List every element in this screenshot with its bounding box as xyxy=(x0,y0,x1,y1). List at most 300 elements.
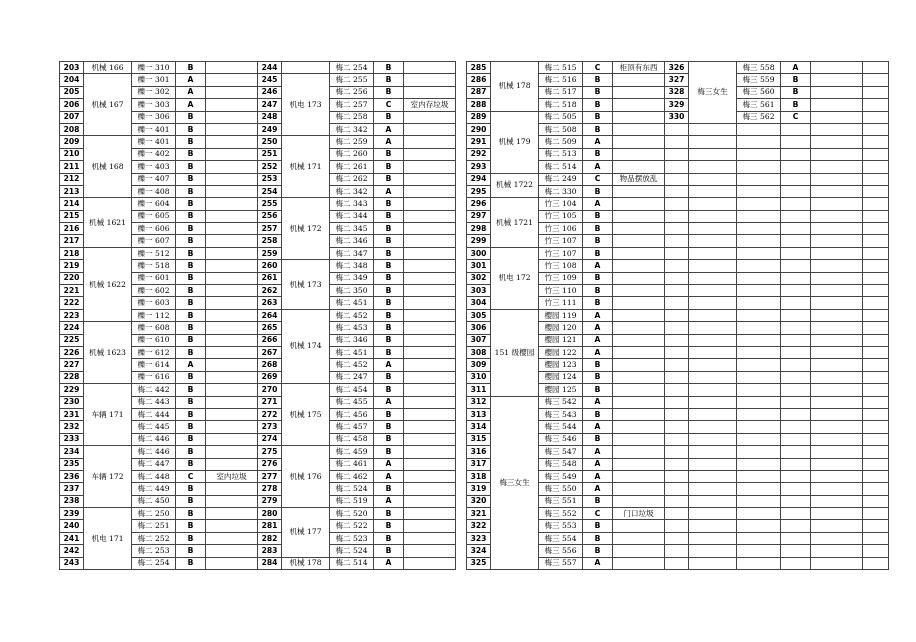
right-a-room: 梅三 551 xyxy=(539,495,583,507)
right-b-empty-cell xyxy=(689,396,737,408)
right-a-class-group: 机械 178 xyxy=(491,62,539,112)
left-a-row-number: 229 xyxy=(60,384,84,396)
left-b-room: 梅二 257 xyxy=(330,99,374,111)
left-a-grade: B xyxy=(176,148,206,160)
left-a-grade: B xyxy=(176,545,206,557)
right-b-empty-cell xyxy=(689,446,737,458)
left-b-row-number: 283 xyxy=(258,545,282,557)
right-a-grade: A xyxy=(583,470,613,482)
left-b-note xyxy=(404,433,456,445)
right-b-empty-cell xyxy=(737,309,781,321)
left-b-grade: A xyxy=(374,557,404,569)
right-b-row-number: 328 xyxy=(665,86,689,98)
left-a-row-number: 210 xyxy=(60,148,84,160)
right-b-empty-cell xyxy=(737,458,781,470)
left-b-note xyxy=(404,297,456,309)
right-a-note xyxy=(613,272,665,284)
left-b-class-group: 机电 173 xyxy=(282,74,330,136)
right-a-note xyxy=(613,99,665,111)
left-a-note xyxy=(206,359,258,371)
left-b-room: 梅二 343 xyxy=(330,198,374,210)
right-b-empty-cell xyxy=(863,446,889,458)
right-b-empty-cell xyxy=(665,483,689,495)
right-a-grade: A xyxy=(583,346,613,358)
left-b-room: 梅二 342 xyxy=(330,185,374,197)
right-b-empty-cell xyxy=(811,421,863,433)
left-b-row-number: 277 xyxy=(258,470,282,482)
left-a-row-number: 241 xyxy=(60,532,84,544)
left-a-room: 梅二 250 xyxy=(132,508,176,520)
right-a-room: 梅二 516 xyxy=(539,74,583,86)
right-a-row-number: 307 xyxy=(467,334,491,346)
right-b-empty-cell xyxy=(665,322,689,334)
left-a-note xyxy=(206,86,258,98)
right-b-empty-cell xyxy=(737,545,781,557)
left-b-note xyxy=(404,247,456,259)
left-b-room: 梅二 344 xyxy=(330,210,374,222)
left-a-room: 梅二 446 xyxy=(132,433,176,445)
right-b-empty-cell xyxy=(665,421,689,433)
right-b-empty-cell xyxy=(689,309,737,321)
right-b-empty-cell xyxy=(863,260,889,272)
left-b-grade: B xyxy=(374,297,404,309)
left-b-room: 梅二 452 xyxy=(330,359,374,371)
right-a-room: 梅二 330 xyxy=(539,185,583,197)
right-b-empty-cell xyxy=(737,297,781,309)
right-a-row-number: 317 xyxy=(467,458,491,470)
right-a-room: 梅三 542 xyxy=(539,396,583,408)
left-b-grade: C xyxy=(374,99,404,111)
left-b-row-number: 274 xyxy=(258,433,282,445)
right-b-empty-cell xyxy=(781,446,811,458)
right-b-empty-cell xyxy=(689,408,737,420)
right-a-grade: A xyxy=(583,396,613,408)
right-b-empty-cell xyxy=(863,520,889,532)
left-a-class-group: 机电 171 xyxy=(84,508,132,570)
table-row xyxy=(467,198,889,210)
left-a-note xyxy=(206,161,258,173)
right-b-empty-cell xyxy=(737,371,781,383)
right-b-empty-cell xyxy=(863,223,889,235)
left-a-room: 櫟一 601 xyxy=(132,272,176,284)
left-a-room: 櫟一 303 xyxy=(132,99,176,111)
right-a-grade: B xyxy=(583,520,613,532)
right-a-room: 梅三 543 xyxy=(539,408,583,420)
right-b-empty-cell xyxy=(811,148,863,160)
left-b-room: 梅二 345 xyxy=(330,223,374,235)
table-row xyxy=(60,136,456,148)
right-a-note xyxy=(613,421,665,433)
left-a-note xyxy=(206,148,258,160)
left-a-row-number: 220 xyxy=(60,272,84,284)
left-b-class-group: 机械 175 xyxy=(282,384,330,446)
right-b-empty-cell xyxy=(863,334,889,346)
right-a-row-number: 286 xyxy=(467,74,491,86)
right-b-empty-cell xyxy=(689,123,737,135)
left-a-note xyxy=(206,223,258,235)
right-b-empty-cell xyxy=(781,247,811,259)
right-b-empty-cell xyxy=(689,334,737,346)
left-b-grade: B xyxy=(374,260,404,272)
left-a-row-number: 204 xyxy=(60,74,84,86)
right-b-empty-cell xyxy=(665,508,689,520)
right-b-empty-cell xyxy=(665,334,689,346)
left-b-row-number: 252 xyxy=(258,161,282,173)
left-b-row-number: 258 xyxy=(258,235,282,247)
left-a-row-number: 238 xyxy=(60,495,84,507)
left-b-row-number: 261 xyxy=(258,272,282,284)
left-b-row-number: 244 xyxy=(258,62,282,74)
right-b-row-number: 327 xyxy=(665,74,689,86)
left-b-row-number: 284 xyxy=(258,557,282,569)
right-a-room: 樱园 119 xyxy=(539,309,583,321)
left-b-grade: B xyxy=(374,421,404,433)
right-a-row-number: 312 xyxy=(467,396,491,408)
right-a-room: 竹三 111 xyxy=(539,297,583,309)
right-b-empty-cell xyxy=(781,470,811,482)
left-b-room: 梅二 455 xyxy=(330,396,374,408)
right-b-empty-cell xyxy=(863,371,889,383)
right-a-grade: B xyxy=(583,247,613,259)
left-b-row-number: 251 xyxy=(258,148,282,160)
right-a-room: 樱园 122 xyxy=(539,346,583,358)
left-b-grade: B xyxy=(374,483,404,495)
left-a-room: 梅二 446 xyxy=(132,446,176,458)
left-b-row-number: 265 xyxy=(258,322,282,334)
left-a-note xyxy=(206,309,258,321)
right-b-empty-cell xyxy=(811,359,863,371)
left-b-room: 梅二 348 xyxy=(330,260,374,272)
right-b-empty-cell xyxy=(863,285,889,297)
right-a-grade: B xyxy=(583,408,613,420)
left-b-row-number: 272 xyxy=(258,408,282,420)
right-b-empty-cell xyxy=(665,495,689,507)
right-b-empty-cell xyxy=(689,173,737,185)
left-b-row-number: 270 xyxy=(258,384,282,396)
left-b-note xyxy=(404,446,456,458)
left-b-note xyxy=(404,235,456,247)
left-a-grade: B xyxy=(176,458,206,470)
left-a-room: 梅二 251 xyxy=(132,520,176,532)
right-b-empty-cell xyxy=(863,532,889,544)
left-a-grade: B xyxy=(176,161,206,173)
left-b-room: 梅二 453 xyxy=(330,322,374,334)
right-a-room: 梅三 552 xyxy=(539,508,583,520)
left-b-grade: B xyxy=(374,198,404,210)
left-a-row-number: 231 xyxy=(60,408,84,420)
left-b-note xyxy=(404,458,456,470)
left-a-room: 櫟一 608 xyxy=(132,322,176,334)
right-b-empty-cell xyxy=(863,111,889,123)
left-a-row-number: 236 xyxy=(60,470,84,482)
right-b-empty-cell xyxy=(811,346,863,358)
left-a-room: 櫟一 610 xyxy=(132,334,176,346)
right-a-room: 梅三 549 xyxy=(539,470,583,482)
left-b-note xyxy=(404,508,456,520)
left-a-row-number: 212 xyxy=(60,173,84,185)
right-b-empty-cell xyxy=(665,210,689,222)
left-b-grade: B xyxy=(374,210,404,222)
right-a-note xyxy=(613,161,665,173)
left-a-note xyxy=(206,433,258,445)
right-b-empty-cell xyxy=(811,458,863,470)
left-b-grade: A xyxy=(374,359,404,371)
left-a-grade: B xyxy=(176,334,206,346)
left-a-room: 梅二 443 xyxy=(132,396,176,408)
left-b-note xyxy=(404,470,456,482)
right-b-empty-cell xyxy=(811,545,863,557)
right-b-empty-cell xyxy=(689,371,737,383)
left-b-row-number: 247 xyxy=(258,99,282,111)
left-b-room: 梅二 524 xyxy=(330,545,374,557)
right-a-grade: B xyxy=(583,545,613,557)
right-b-empty-cell xyxy=(665,532,689,544)
right-b-empty-cell xyxy=(811,322,863,334)
left-b-grade: B xyxy=(374,111,404,123)
left-a-grade: B xyxy=(176,396,206,408)
left-b-note xyxy=(404,272,456,284)
right-a-note xyxy=(613,396,665,408)
left-a-note xyxy=(206,198,258,210)
right-b-empty-cell xyxy=(781,223,811,235)
left-b-note xyxy=(404,285,456,297)
left-b-room: 梅二 262 xyxy=(330,173,374,185)
right-b-empty-cell xyxy=(665,433,689,445)
right-a-grade: B xyxy=(583,433,613,445)
left-a-row-number: 230 xyxy=(60,396,84,408)
right-b-empty-cell xyxy=(737,396,781,408)
left-b-grade: B xyxy=(374,74,404,86)
right-a-row-number: 299 xyxy=(467,235,491,247)
left-a-note xyxy=(206,123,258,135)
right-a-room: 樱园 120 xyxy=(539,322,583,334)
right-a-note: 物品摆放乱 xyxy=(613,173,665,185)
right-a-row-number: 294 xyxy=(467,173,491,185)
right-a-room: 樱园 125 xyxy=(539,384,583,396)
left-b-row-number: 245 xyxy=(258,74,282,86)
left-a-grade: B xyxy=(176,433,206,445)
right-a-note xyxy=(613,297,665,309)
left-b-row-number: 259 xyxy=(258,247,282,259)
right-b-empty-cell xyxy=(781,508,811,520)
left-a-note xyxy=(206,384,258,396)
left-b-row-number: 267 xyxy=(258,346,282,358)
right-b-empty-cell xyxy=(781,520,811,532)
left-a-row-number: 217 xyxy=(60,235,84,247)
left-b-room: 梅二 522 xyxy=(330,520,374,532)
left-b-note xyxy=(404,384,456,396)
right-b-empty-cell xyxy=(665,396,689,408)
right-b-empty-cell xyxy=(781,210,811,222)
left-a-grade: B xyxy=(176,235,206,247)
table-row xyxy=(60,322,456,334)
right-a-grade: B xyxy=(583,86,613,98)
right-a-class-group: 机械 1721 xyxy=(491,198,539,248)
left-a-row-number: 243 xyxy=(60,557,84,569)
left-a-room: 梅二 448 xyxy=(132,470,176,482)
right-b-empty-cell xyxy=(863,359,889,371)
right-b-empty-cell xyxy=(863,557,889,569)
left-a-grade: B xyxy=(176,446,206,458)
right-b-empty-cell xyxy=(863,433,889,445)
right-b-empty-cell xyxy=(737,470,781,482)
right-a-class-group: 151 级樱园 xyxy=(491,309,539,396)
right-b-empty-cell xyxy=(665,272,689,284)
left-a-note xyxy=(206,483,258,495)
right-a-note xyxy=(613,458,665,470)
right-b-empty-cell xyxy=(811,470,863,482)
right-b-empty-cell xyxy=(665,470,689,482)
right-b-empty-cell xyxy=(737,185,781,197)
right-a-row-number: 320 xyxy=(467,495,491,507)
left-a-row-number: 233 xyxy=(60,433,84,445)
left-b-row-number: 271 xyxy=(258,396,282,408)
right-b-row-number: 326 xyxy=(665,62,689,74)
right-b-empty-cell xyxy=(863,62,889,74)
left-b-row-number: 257 xyxy=(258,223,282,235)
left-b-room: 梅二 347 xyxy=(330,247,374,259)
left-a-room: 櫟一 310 xyxy=(132,62,176,74)
right-a-room: 梅二 249 xyxy=(539,173,583,185)
left-a-row-number: 228 xyxy=(60,371,84,383)
right-a-row-number: 321 xyxy=(467,508,491,520)
right-b-empty-cell xyxy=(811,297,863,309)
right-a-grade: B xyxy=(583,532,613,544)
left-b-room: 梅二 523 xyxy=(330,532,374,544)
right-b-empty-cell xyxy=(863,74,889,86)
right-a-class-group: 机械 1722 xyxy=(491,173,539,198)
left-a-row-number: 242 xyxy=(60,545,84,557)
right-a-room: 竹三 104 xyxy=(539,198,583,210)
right-b-empty-cell xyxy=(811,557,863,569)
right-b-empty-cell xyxy=(781,483,811,495)
right-a-note xyxy=(613,260,665,272)
left-b-grade: B xyxy=(374,235,404,247)
left-a-row-number: 224 xyxy=(60,322,84,334)
left-b-row-number: 273 xyxy=(258,421,282,433)
right-a-note xyxy=(613,359,665,371)
right-a-row-number: 288 xyxy=(467,99,491,111)
right-b-empty-cell xyxy=(737,322,781,334)
left-a-row-number: 211 xyxy=(60,161,84,173)
table-row xyxy=(467,247,889,259)
left-b-grade: A xyxy=(374,470,404,482)
left-a-grade: B xyxy=(176,309,206,321)
right-b-empty-cell xyxy=(781,396,811,408)
right-a-row-number: 301 xyxy=(467,260,491,272)
left-a-row-number: 215 xyxy=(60,210,84,222)
right-a-grade: B xyxy=(583,185,613,197)
right-a-room: 梅二 514 xyxy=(539,161,583,173)
right-b-empty-cell xyxy=(863,198,889,210)
left-b-class-group: 机械 173 xyxy=(282,260,330,310)
left-a-note xyxy=(206,408,258,420)
left-a-grade: B xyxy=(176,285,206,297)
left-a-row-number: 234 xyxy=(60,446,84,458)
left-b-room: 梅二 456 xyxy=(330,408,374,420)
right-b-empty-cell xyxy=(811,185,863,197)
right-a-grade: B xyxy=(583,495,613,507)
left-b-grade: B xyxy=(374,285,404,297)
right-b-empty-cell xyxy=(781,359,811,371)
right-a-grade: B xyxy=(583,297,613,309)
right-a-room: 梅二 513 xyxy=(539,148,583,160)
left-a-room: 櫟一 401 xyxy=(132,136,176,148)
left-b-grade: B xyxy=(374,223,404,235)
right-a-room: 竹三 110 xyxy=(539,285,583,297)
left-a-note xyxy=(206,272,258,284)
left-a-room: 櫟一 402 xyxy=(132,148,176,160)
right-a-grade: A xyxy=(583,260,613,272)
left-a-room: 梅二 449 xyxy=(132,483,176,495)
right-b-empty-cell xyxy=(811,495,863,507)
left-b-room: 梅二 260 xyxy=(330,148,374,160)
right-b-empty-cell xyxy=(665,223,689,235)
left-b-row-number: 264 xyxy=(258,309,282,321)
left-a-grade: A xyxy=(176,99,206,111)
right-b-empty-cell xyxy=(811,285,863,297)
right-b-empty-cell xyxy=(863,148,889,160)
left-a-note xyxy=(206,520,258,532)
right-a-note xyxy=(613,384,665,396)
left-a-room: 櫟一 301 xyxy=(132,74,176,86)
left-b-class-group: 机械 171 xyxy=(282,136,330,198)
left-a-row-number: 213 xyxy=(60,185,84,197)
right-a-class-group: 机械 179 xyxy=(491,111,539,173)
right-b-room: 梅三 559 xyxy=(737,74,781,86)
right-b-empty-cell xyxy=(689,148,737,160)
left-b-room: 梅二 346 xyxy=(330,235,374,247)
right-b-empty-cell xyxy=(665,148,689,160)
left-a-class-group: 机械 167 xyxy=(84,74,132,136)
right-b-empty-cell xyxy=(811,136,863,148)
left-a-grade: B xyxy=(176,111,206,123)
left-a-grade: C xyxy=(176,470,206,482)
table-row xyxy=(467,173,889,185)
left-a-room: 櫟一 606 xyxy=(132,223,176,235)
right-b-empty-cell xyxy=(689,272,737,284)
left-b-note xyxy=(404,483,456,495)
right-b-empty-cell xyxy=(665,185,689,197)
left-b-note xyxy=(404,322,456,334)
left-a-grade: B xyxy=(176,123,206,135)
right-a-room: 樱园 121 xyxy=(539,334,583,346)
left-b-room: 梅二 255 xyxy=(330,74,374,86)
right-b-empty-cell xyxy=(665,359,689,371)
left-a-class-group: 机械 1623 xyxy=(84,322,132,384)
right-b-empty-cell xyxy=(781,346,811,358)
right-a-room: 梅三 547 xyxy=(539,446,583,458)
left-b-note xyxy=(404,495,456,507)
right-b-empty-cell xyxy=(863,322,889,334)
right-b-empty-cell xyxy=(737,532,781,544)
right-a-row-number: 291 xyxy=(467,136,491,148)
right-b-empty-cell xyxy=(665,235,689,247)
right-b-empty-cell xyxy=(811,433,863,445)
right-b-empty-cell xyxy=(737,495,781,507)
left-a-grade: B xyxy=(176,520,206,532)
table-row xyxy=(467,62,889,74)
right-a-row-number: 311 xyxy=(467,384,491,396)
left-b-note xyxy=(404,260,456,272)
left-b-grade: B xyxy=(374,309,404,321)
left-b-row-number: 246 xyxy=(258,86,282,98)
left-b-note xyxy=(404,334,456,346)
right-b-empty-cell xyxy=(811,371,863,383)
right-b-empty-cell xyxy=(689,384,737,396)
left-a-note xyxy=(206,322,258,334)
right-a-row-number: 305 xyxy=(467,309,491,321)
